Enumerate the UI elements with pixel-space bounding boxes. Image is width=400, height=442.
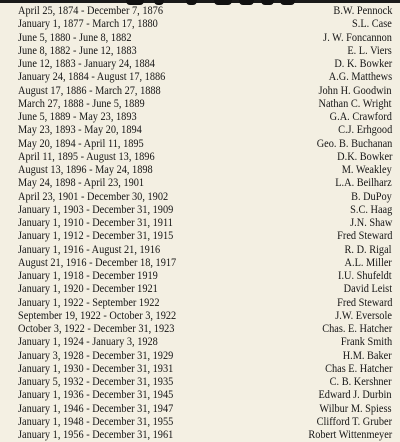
list-item — [18, 429, 392, 442]
person-name: David Leist — [343, 283, 392, 296]
person-name: Fred Steward — [336, 230, 392, 243]
person-name: A.L. Miller — [344, 256, 392, 269]
term-dates: January 1, 1916 - August 21, 1916 — [18, 243, 161, 256]
person-name: Frank Smith — [340, 336, 392, 349]
term-dates: January 1, 1948 - December 31, 1955 — [18, 415, 174, 428]
term-dates: January 1, 1956 - December 31, 1961 — [18, 429, 174, 441]
list-item — [18, 85, 392, 98]
person-name: R. D. Rigal — [344, 243, 392, 256]
person-name: H.M. Baker — [343, 349, 392, 362]
term-dates: October 3, 1922 - December 31, 1923 — [18, 323, 175, 335]
person-name: Chas E. Hatcher — [324, 362, 392, 375]
list-item — [18, 111, 392, 124]
list-item — [18, 416, 392, 429]
list-item — [18, 32, 392, 45]
term-dates: January 1, 1936 - December 31, 1945 — [18, 389, 174, 402]
list-item — [18, 58, 392, 71]
person-name: Geo. B. Buchanan — [316, 137, 392, 150]
list-item — [18, 151, 392, 164]
person-name: Chas. E. Hatcher — [322, 323, 392, 335]
term-dates: April 23, 1901 - December 30, 1902 — [18, 190, 169, 203]
person-name: I.U. Shufeldt — [338, 270, 392, 282]
person-name: S.C. Haag — [349, 203, 392, 216]
person-name: Fred Steward — [336, 296, 392, 309]
list-item — [18, 138, 392, 151]
list-item — [18, 204, 392, 217]
person-name: Nathan C. Wright — [318, 97, 392, 110]
list-item — [18, 297, 392, 310]
term-dates: June 5, 1889 - May 23, 1893 — [18, 111, 137, 123]
term-dates: March 27, 1888 - June 5, 1889 — [18, 97, 145, 110]
person-name: J.W. Eversole — [335, 309, 392, 322]
list-item — [18, 244, 392, 257]
person-name: D. K. Bowker — [334, 58, 392, 70]
term-dates: June 5, 1880 - June 8, 1882 — [18, 31, 132, 44]
person-name: G.A. Crawford — [329, 111, 392, 123]
list-item — [18, 376, 392, 389]
term-dates: May 24, 1898 - April 23, 1901 — [18, 177, 145, 190]
term-dates: January 3, 1928 - December 31, 1929 — [18, 349, 174, 362]
person-name: B.W. Pennock — [333, 5, 392, 17]
term-dates: May 23, 1893 - May 20, 1894 — [18, 124, 142, 137]
term-dates: January 24, 1884 - August 17, 1886 — [18, 71, 166, 84]
list-item — [18, 5, 392, 18]
term-dates: January 1, 1930 - December 31, 1931 — [18, 362, 174, 375]
term-dates: January 1, 1910 - December 31, 1911 — [18, 217, 173, 229]
person-name: Clifford T. Gruber — [316, 415, 392, 428]
term-dates: April 25, 1874 - December 7, 1876 — [18, 5, 163, 17]
person-name: D.K. Bowker — [336, 150, 392, 163]
term-dates: January 1, 1946 - December 31, 1947 — [18, 402, 174, 415]
term-dates: January 1, 1912 - December 31, 1915 — [18, 230, 174, 243]
person-name: A.G. Matthews — [328, 71, 392, 84]
list-item — [18, 98, 392, 111]
list-item — [18, 45, 392, 58]
list-item — [18, 323, 392, 336]
person-name: Wilbur M. Spiess — [319, 402, 392, 415]
term-dates: August 21, 1916 - December 18, 1917 — [18, 256, 177, 269]
person-name: M. Weakley — [342, 164, 392, 176]
list-item — [18, 71, 392, 84]
term-dates: September 19, 1922 - October 3, 1922 — [18, 309, 177, 322]
list-item — [18, 310, 392, 323]
list-item — [18, 191, 392, 204]
person-name: S.L. Case — [352, 18, 392, 31]
term-dates: January 1, 1920 - December 1921 — [18, 283, 158, 296]
person-name: C. B. Kershner — [330, 376, 392, 388]
list-item — [18, 257, 392, 270]
term-dates: April 11, 1895 - August 13, 1896 — [18, 150, 155, 163]
list-item — [18, 403, 392, 416]
list-item — [18, 18, 392, 31]
term-dates: January 1, 1924 - January 3, 1928 — [18, 336, 158, 349]
person-name: Edward J. Durbin — [318, 389, 392, 402]
list-item — [18, 336, 392, 349]
list-item — [18, 164, 392, 177]
person-name: John H. Goodwin — [318, 84, 392, 97]
person-name: J.N. Shaw — [349, 217, 392, 229]
person-name: Robert Wittenmeyer — [308, 429, 392, 441]
person-name: B. DuPoy — [351, 190, 392, 203]
list-item — [18, 350, 392, 363]
term-dates: June 8, 1882 - June 12, 1883 — [18, 44, 137, 57]
term-dates: January 5, 1932 - December 31, 1935 — [18, 376, 174, 388]
person-name: J. W. Foncannon — [323, 31, 392, 44]
list-item — [18, 363, 392, 376]
term-dates: August 13, 1896 - May 24, 1898 — [18, 164, 153, 176]
list-item — [18, 217, 392, 230]
list-item — [18, 270, 392, 283]
person-name: C.J. Erhgood — [337, 124, 392, 137]
person-name: L.A. Beilharz — [335, 177, 392, 190]
list-item — [18, 124, 392, 137]
list-item — [18, 389, 392, 402]
term-dates: January 1, 1877 - March 17, 1880 — [18, 18, 158, 31]
list-item — [18, 230, 392, 243]
term-dates: January 1, 1918 - December 1919 — [18, 270, 158, 282]
list-item — [18, 177, 392, 190]
term-dates: June 12, 1883 - January 24, 1884 — [18, 58, 155, 70]
term-dates: May 20, 1894 - April 11, 1895 — [18, 137, 144, 150]
term-dates: January 1, 1922 - September 1922 — [18, 296, 160, 309]
list-item — [18, 283, 392, 296]
person-name: E. L. Viers — [347, 44, 392, 57]
term-dates: August 17, 1886 - March 27, 1888 — [18, 84, 161, 97]
term-list — [18, 5, 392, 442]
term-dates: January 1, 1903 - December 31, 1909 — [18, 203, 174, 216]
